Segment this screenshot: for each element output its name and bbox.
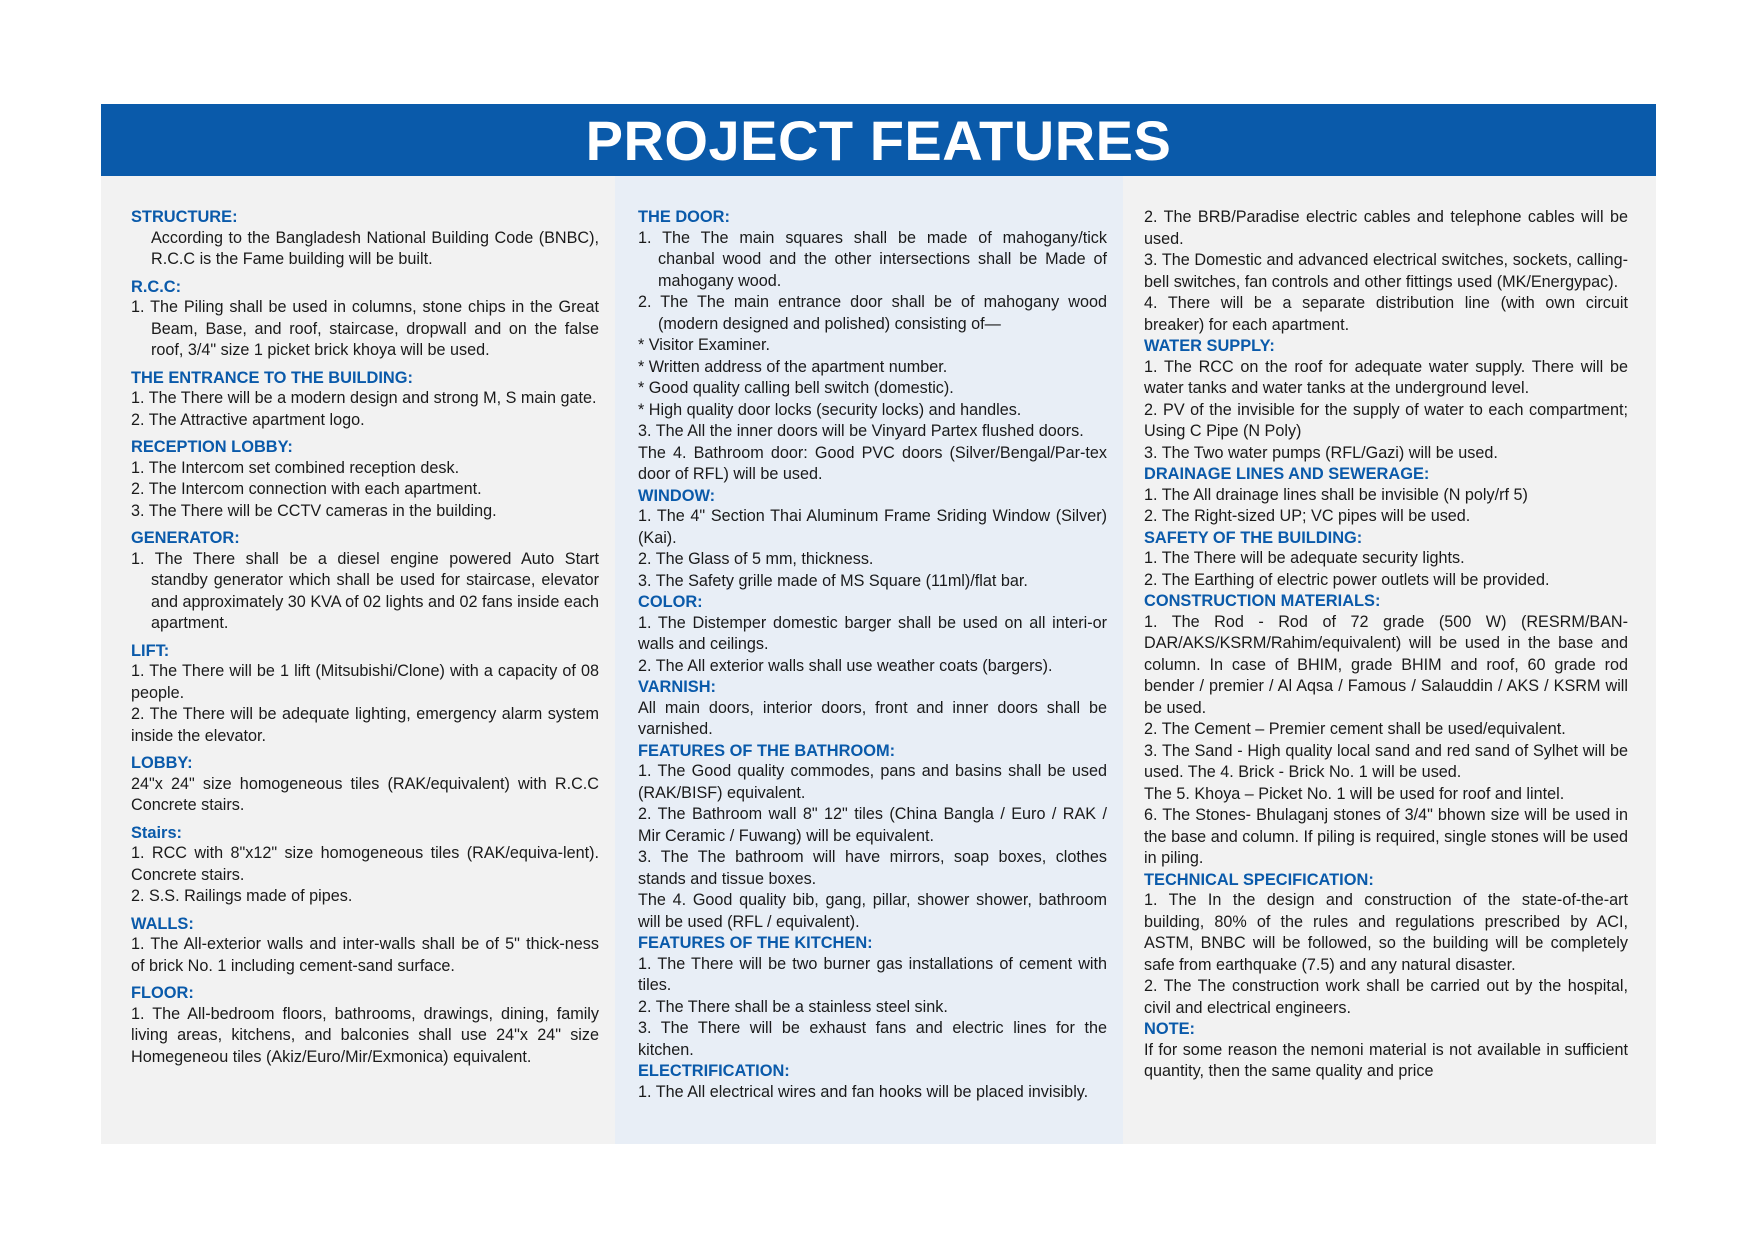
feature-text: 3. The Domestic and advanced electrical switches, sockets, calling-bell switches, fan controls and other fittings used (MK/Energypac). xyxy=(1144,251,1628,291)
feature-text: 1. The Distemper domestic barger shall be used on all interi-or walls and ceilings. xyxy=(638,613,1107,653)
section-heading: LIFT: xyxy=(131,641,170,660)
feature-text: 2. The There will be adequate lighting, emergency alarm system inside the elevator. xyxy=(131,705,599,745)
feature-text: 2. PV of the invisible for the supply of water to each compartment; Using C Pipe (N Poly) xyxy=(1144,400,1628,440)
section-heading: CONSTRUCTION MATERIALS: xyxy=(1144,592,1381,610)
section-heading: LOBBY: xyxy=(131,754,193,772)
feature-text: 1. The RCC on the roof for adequate water supply. There will be water tanks and water tanks at the underground level. xyxy=(1144,357,1628,397)
section-heading: FLOOR: xyxy=(131,984,194,1002)
section-heading: THE ENTRANCE TO THE BUILDING: xyxy=(131,368,413,387)
feature-text: * High quality door locks (security locks) and handles. xyxy=(638,400,1022,419)
section-heading: STRUCTURE: xyxy=(131,208,238,226)
section-heading: NOTE: xyxy=(1144,1020,1195,1038)
feature-text: All main doors, interior doors, front and inner doors shall be varnished. xyxy=(638,698,1107,738)
feature-text: * Written address of the apartment number. xyxy=(638,357,948,376)
feature-text: 24"x 24" size homogeneous tiles (RAK/equivalent) with R.C.C Concrete stairs. xyxy=(131,774,599,814)
section-heading: ELECTRIFICATION: xyxy=(638,1062,790,1080)
section-heading: GENERATOR: xyxy=(131,529,240,547)
column-3 xyxy=(1123,176,1656,1144)
feature-text: 2. The Glass of 5 mm, thickness. xyxy=(638,550,874,568)
feature-text: 1. The All-bedroom floors, bathrooms, drawings, dining, family living areas, kitchens, and balconies shall use 24"x 24" size Homegeneou tiles (Akiz/Euro/Mir/Exmonica) equivalent. xyxy=(131,1004,599,1066)
feature-text: According to the Bangladesh National Building Code (BNBC), R.C.C is the Fame building will be built. xyxy=(151,228,599,268)
feature-text: The 5. Khoya – Picket No. 1 will be used for roof and lintel. xyxy=(1144,784,1565,803)
feature-text: If for some reason the nemoni material is not available in sufficient quantity, then the same quality and price xyxy=(1144,1040,1628,1080)
feature-text: 3. The Sand - High quality local sand and red sand of Sylhet will be used. The 4. Brick - Brick No. 1 will be used. xyxy=(1144,741,1628,781)
feature-text: 2. The Intercom connection with each apartment. xyxy=(131,480,482,498)
feature-text: 4. There will be a separate distribution line (with own circuit breaker) for each apartment. xyxy=(1144,294,1628,334)
feature-text: 3. The Two water pumps (RFL/Gazi) will be used. xyxy=(1144,443,1498,462)
feature-text: 1. The There will be two burner gas installations of cement with tiles. xyxy=(638,954,1107,994)
section-heading: WINDOW: xyxy=(638,486,716,505)
section-heading: FEATURES OF THE BATHROOM: xyxy=(638,741,896,760)
feature-text: 1. The All-exterior walls and inter-walls shall be of 5" thick-ness of brick No. 1 including cement-sand surface. xyxy=(131,935,599,975)
feature-text: 1. The All drainage lines shall be invisible (N poly/rf 5) xyxy=(1144,485,1528,504)
section-heading: COLOR: xyxy=(638,593,703,611)
feature-text: 1. The In the design and construction of the state-of-the-art building, 80% of the rules and regulations prescribed by ACI, ASTM, BNBC will be followed, so the building will be completely safe from earthquake (7.5) and any natural disaster. xyxy=(1144,891,1628,974)
feature-text: The 4. Bathroom door: Good PVC doors (Silver/Bengal/Par-tex door of RFL) will be used. xyxy=(638,443,1107,483)
feature-text: 6. The Stones- Bhulaganj stones of 3/4" bhown size will be used in the base and column. If piling is required, single stones will be used in piling. xyxy=(1144,806,1628,867)
feature-text: 1. RCC with 8"x12" size homogeneous tiles (RAK/equiva-lent). Concrete stairs. xyxy=(131,844,599,884)
feature-text: 2. The BRB/Paradise electric cables and telephone cables will be used. xyxy=(1144,208,1628,248)
section-heading: WATER SUPPLY: xyxy=(1144,337,1275,355)
section-heading: TECHNICAL SPECIFICATION: xyxy=(1144,870,1374,889)
feature-text: 1. The Intercom set combined reception desk. xyxy=(131,458,460,477)
feature-text: * Good quality calling bell switch (domestic). xyxy=(638,379,954,397)
section-heading: FEATURES OF THE KITCHEN: xyxy=(638,934,873,952)
feature-text: 1. The Good quality commodes, pans and basins shall be used (RAK/BISF) equivalent. xyxy=(638,762,1107,802)
section-heading: THE DOOR: xyxy=(638,208,730,226)
feature-text: 1. The All electrical wires and fan hooks will be placed invisibly. xyxy=(638,1082,1089,1101)
section-heading: WALLS: xyxy=(131,914,194,933)
column-1 xyxy=(101,176,615,1144)
column-2 xyxy=(615,176,1123,1144)
feature-text: 2. The Right-sized UP; VC pipes will be used. xyxy=(1144,507,1471,525)
feature-text: 2. S.S. Railings made of pipes. xyxy=(131,887,353,905)
features-columns xyxy=(101,176,1656,1144)
feature-text: 3. The The bathroom will have mirrors, soap boxes, clothes stands and tissue boxes. xyxy=(638,848,1107,888)
section-heading: RECEPTION LOBBY: xyxy=(131,438,293,456)
feature-text: 1. The There will be 1 lift (Mitsubishi/Clone) with a capacity of 08 people. xyxy=(131,662,599,702)
feature-text: 1. The Piling shall be used in columns, stone chips in the Great Beam, Base, and roof, staircase, dropwall and on the false roof, 3/4" size 1 picket brick khoya will be used. xyxy=(131,298,599,359)
feature-text: 1. The The main squares shall be made of mahogany/tick chanbal wood and the other intersections shall be Made of mahogany wood. xyxy=(638,228,1107,290)
feature-text: The 4. Good quality bib, gang, pillar, shower shower, bathroom will be used (RFL / equivalent). xyxy=(638,891,1107,931)
section-heading: SAFETY OF THE BUILDING: xyxy=(1144,528,1363,547)
feature-text: 3. The All the inner doors will be Vinyard Partex flushed doors. xyxy=(638,422,1084,440)
feature-text: 2. The All exterior walls shall use weather coats (bargers). xyxy=(638,656,1053,675)
section-heading: Stairs: xyxy=(131,823,183,842)
feature-text: 3. The There will be exhaust fans and electric lines for the kitchen. xyxy=(638,1019,1107,1059)
feature-text: 2. The Earthing of electric power outlets will be provided. xyxy=(1144,570,1550,589)
feature-text: 1. The There shall be a diesel engine powered Auto Start standby generator which shall be used for staircase, elevator and approximately 30 KVA of 02 lights and 02 fans inside each apartment. xyxy=(131,549,599,632)
feature-text: 2. The There shall be a stainless steel sink. xyxy=(638,997,948,1016)
feature-text: 2. The Cement – Premier cement shall be used/equivalent. xyxy=(1144,720,1566,738)
feature-text: 2. The The construction work shall be carried out by the hospital, civil and electrical engineers. xyxy=(1144,977,1628,1017)
section-heading: DRAINAGE LINES AND SEWERAGE: xyxy=(1144,465,1430,483)
feature-text: * Visitor Examiner. xyxy=(638,336,770,354)
feature-text: 1. The There will be adequate security lights. xyxy=(1144,549,1465,567)
feature-text: 2. The The main entrance door shall be of mahogany wood (modern designed and polished) consisting of— xyxy=(638,293,1107,333)
feature-text: 1. The There will be a modern design and strong M, S main gate. xyxy=(131,389,597,407)
feature-text: 3. The Safety grille made of MS Square (11ml)/flat bar. xyxy=(638,571,1028,590)
feature-text: 2. The Bathroom wall 8" 12" tiles (China Bangla / Euro / RAK / Mir Ceramic / Fuwang) will be equivalent. xyxy=(638,805,1107,845)
section-heading: R.C.C: xyxy=(131,277,182,296)
feature-text: 1. The 4" Section Thai Aluminum Frame Sriding Window (Silver) (Kai). xyxy=(638,507,1107,547)
feature-text: 3. The There will be CCTV cameras in the building. xyxy=(131,501,497,520)
feature-text: 2. The Attractive apartment logo. xyxy=(131,410,365,429)
feature-text: 1. The Rod - Rod of 72 grade (500 W) (RESRM/BAN-DAR/AKS/KSRM/Rahim/equivalent) will be used in the base and column. In case of BHIM, grade BHIM and roof, 60 grade rod bender / premier / Al Aqsa / Famous / Salauddin / AKS / KSRM will be used. xyxy=(1144,612,1628,717)
section-heading: VARNISH: xyxy=(638,678,717,696)
page-title: PROJECT FEATURES xyxy=(101,104,1656,176)
